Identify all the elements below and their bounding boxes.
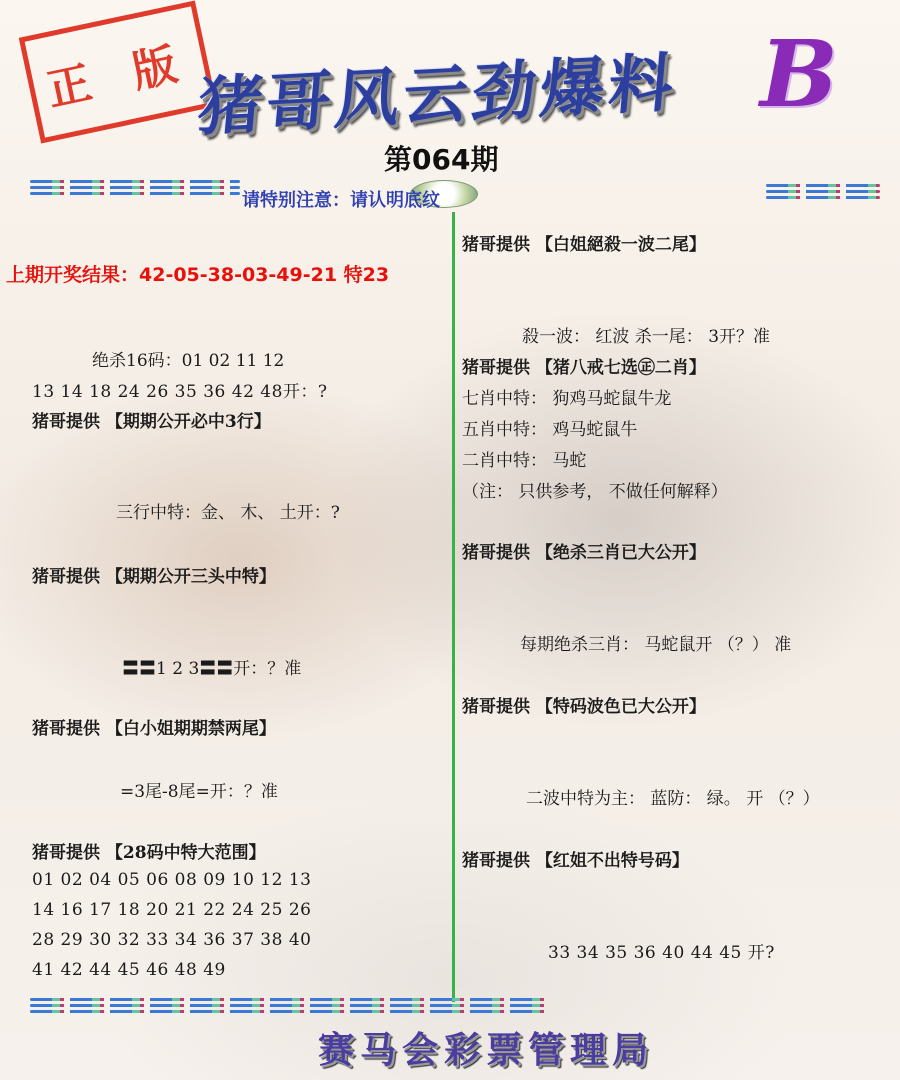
kill16-numbers: 13 14 18 24 26 35 36 42 48开：?: [32, 382, 328, 402]
kill-wave-line: 殺一波： 红波 杀一尾： 3开？准: [522, 327, 771, 347]
decor-wave-right: [766, 184, 880, 206]
kill16-label: 绝杀16码：01 02 11 12: [92, 351, 285, 371]
edition-letter: B: [760, 20, 838, 128]
two-zodiac-line: 二肖中特： 马蛇: [462, 451, 587, 471]
kill-three-line: 每期绝杀三肖： 马蛇鼠开 （？） 准: [520, 635, 792, 655]
section-title-kill-three: 猪哥提供 【绝杀三肖已大公开】: [462, 543, 706, 563]
decor-wave-left: [30, 180, 240, 202]
section-title-three-rows: 猪哥提供 【期期公开必中3行】: [32, 412, 271, 432]
section-title-two-tails: 猪哥提供 【白小姐期期禁两尾】: [32, 719, 276, 739]
section-title-kill-wave: 猪哥提供 【白姐絕殺一波二尾】: [462, 235, 706, 255]
codes-row-2: 14 16 17 18 20 21 22 24 25 26: [32, 900, 312, 920]
codes-row-4: 41 42 44 45 46 48 49: [32, 960, 226, 980]
codes-row-1: 01 02 04 05 06 08 09 10 12 13: [32, 870, 312, 890]
disclaimer-note: （注： 只供参考， 不做任何解释）: [462, 482, 728, 502]
genuine-stamp: [19, 0, 218, 143]
issue-number: 第064期: [384, 143, 499, 176]
seven-zodiac-line: 七肖中特： 狗鸡马蛇鼠牛龙: [462, 389, 672, 409]
three-rows-line: 三行中特：金、 木、 土开：?: [116, 503, 340, 523]
codes-row-3: 28 29 30 32 33 34 36 37 38 40: [32, 930, 312, 950]
page-title: 猪哥风云劲爆料: [194, 46, 681, 146]
wave-color-line: 二波中特为主： 蓝防： 绿。 开 （？）: [526, 789, 820, 809]
three-heads-line: 〓〓1 2 3〓〓开：？准: [122, 659, 302, 679]
section-title-three-heads: 猪哥提供 【期期公开三头中特】: [32, 567, 276, 587]
section-title-seven-pick: 猪哥提供 【猪八戒七选㊣二肖】: [462, 358, 706, 378]
five-zodiac-line: 五肖中特： 鸡马蛇鼠牛: [462, 420, 638, 440]
red-sister-numbers: 33 34 35 36 40 44 45 开?: [548, 943, 775, 963]
section-title-wave-color: 猪哥提供 【特码波色已大公开】: [462, 697, 706, 717]
two-tails-line: =3尾-8尾=开：？准: [120, 782, 278, 802]
footer-issuer: 赛马会彩票管理局: [318, 1030, 655, 1071]
notice-text: 请特别注意：请认明底纹: [242, 190, 440, 211]
section-title-red-sister: 猪哥提供 【红姐不出特号码】: [462, 851, 689, 871]
column-divider: [452, 212, 455, 1002]
stamp-text: 正 版: [42, 36, 196, 117]
decor-wave-footer: [30, 998, 550, 1020]
section-title-28-codes: 猪哥提供 【28码中特大范围】: [32, 843, 266, 863]
last-draw-result: 上期开奖结果：42-05-38-03-49-21 特23: [6, 264, 390, 286]
